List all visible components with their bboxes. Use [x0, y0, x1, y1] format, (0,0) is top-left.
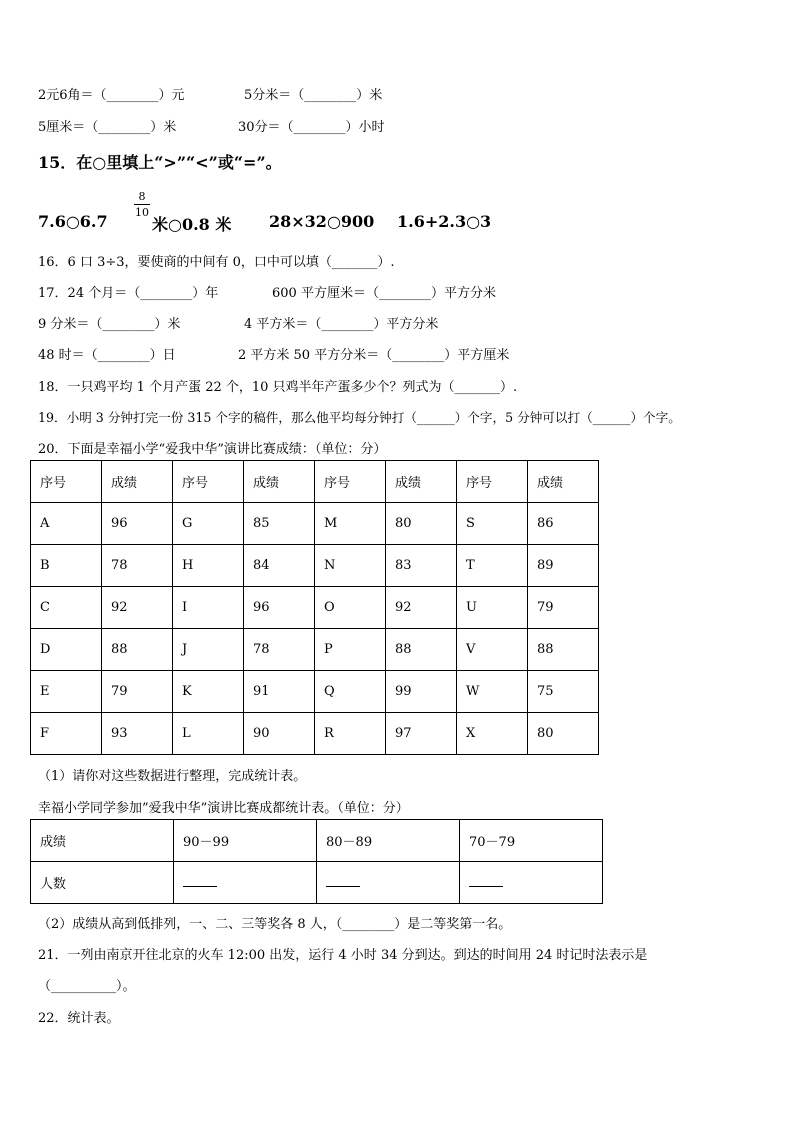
conversion-centimeter: 5厘米＝（________）米	[38, 120, 177, 135]
q15-item-4: 1.6+2.3○3	[397, 212, 492, 231]
table-cell: V	[457, 629, 528, 671]
table-cell: D	[31, 629, 102, 671]
table-cell: 96	[244, 587, 315, 629]
stat-blank-cell[interactable]	[174, 862, 317, 904]
table-cell: 75	[528, 671, 599, 713]
table-cell: A	[31, 503, 102, 545]
stat-header-cell: 80－89	[317, 820, 460, 862]
stat-header-cell: 90－99	[174, 820, 317, 862]
stat-table	[30, 819, 603, 904]
table-cell: 80	[386, 503, 457, 545]
table-cell: 79	[102, 671, 173, 713]
table-cell: L	[173, 713, 244, 755]
question-15-title: 15．在○里填上“>”“<”或“=”。	[38, 153, 282, 172]
stat-blank-cell[interactable]	[460, 862, 603, 904]
header-cell: 成绩	[102, 461, 173, 503]
table-cell: 97	[386, 713, 457, 755]
table-row	[31, 629, 599, 671]
q15-item-3: 28×32○900	[269, 212, 375, 231]
table-cell: 78	[102, 545, 173, 587]
table-cell: F	[31, 713, 102, 755]
table-cell: W	[457, 671, 528, 713]
answer-blank[interactable]	[469, 874, 503, 887]
q15-item-1: 7.6○6.7	[38, 212, 108, 231]
conversion-minutes: 30分＝（________）小时	[238, 120, 385, 135]
table-cell: 96	[102, 503, 173, 545]
header-cell: 成绩	[528, 461, 599, 503]
table-cell: J	[173, 629, 244, 671]
header-cell: 序号	[173, 461, 244, 503]
header-cell: 序号	[457, 461, 528, 503]
table-cell: 93	[102, 713, 173, 755]
table-cell: 89	[528, 545, 599, 587]
conversion-decimeter: 5分米＝（________）米	[244, 88, 383, 103]
table-cell: 78	[244, 629, 315, 671]
stat-count-row	[31, 862, 603, 904]
table-cell: G	[173, 503, 244, 545]
table-cell: 91	[244, 671, 315, 713]
table-cell: 88	[386, 629, 457, 671]
table-row	[31, 671, 599, 713]
table-cell: H	[173, 545, 244, 587]
table-cell: K	[173, 671, 244, 713]
table-cell: P	[315, 629, 386, 671]
table-row	[31, 587, 599, 629]
question-21-line-2: （__________）。	[38, 979, 136, 994]
table-cell: U	[457, 587, 528, 629]
q20-part-2: （2）成绩从高到低排列，一、二、三等奖各 8 人，（________）是二等奖第一名。	[38, 917, 512, 932]
table-cell: 85	[244, 503, 315, 545]
q15-item-2: 米○0.8 米	[152, 215, 232, 234]
answer-blank[interactable]	[326, 874, 360, 887]
header-cell: 成绩	[386, 461, 457, 503]
question-18: 18．一只鸡平均 1 个月产蛋 22 个，10 只鸡半年产蛋多少个？列式为（_______）.	[38, 380, 518, 395]
table-cell: Q	[315, 671, 386, 713]
question-19: 19．小明 3 分钟打完一份 315 个字的稿件，那么他平均每分钟打（______）个字，5 分钟可以打（______）个字。	[38, 410, 681, 425]
q15-fraction	[134, 190, 150, 219]
table-cell: 80	[528, 713, 599, 755]
table-cell: E	[31, 671, 102, 713]
table-cell: M	[315, 503, 386, 545]
table-cell: B	[31, 545, 102, 587]
table-cell: 90	[244, 713, 315, 755]
question-22: 22．统计表。	[38, 1011, 120, 1026]
q17-row3-left: 48 时＝（________）日	[38, 348, 176, 363]
table-cell: 79	[528, 587, 599, 629]
table-cell: T	[457, 545, 528, 587]
table-cell: 83	[386, 545, 457, 587]
table-row	[31, 503, 599, 545]
fraction-numerator: 8	[138, 190, 146, 203]
fraction-denominator: 10	[135, 206, 149, 219]
q17-row1-right: 600 平方厘米＝（________）平方分米	[272, 286, 496, 301]
header-cell: 成绩	[244, 461, 315, 503]
table-cell: R	[315, 713, 386, 755]
table-cell: S	[457, 503, 528, 545]
q20-part-1: （1）请你对这些数据进行整理，完成统计表。	[38, 769, 307, 784]
table-cell: 99	[386, 671, 457, 713]
header-cell: 序号	[31, 461, 102, 503]
fraction-bar	[134, 204, 150, 205]
question-21-line-1: 21．一列由南京开往北京的火车 12:00 出发，运行 4 小时 34 分到达。到达的时间用 24 时记时法表示是	[38, 948, 648, 963]
answer-blank[interactable]	[183, 874, 217, 887]
table-cell: 92	[102, 587, 173, 629]
table-cell: 92	[386, 587, 457, 629]
table-cell: 88	[528, 629, 599, 671]
table-row	[31, 713, 599, 755]
stat-header-row	[31, 820, 603, 862]
stat-header-cell: 70－79	[460, 820, 603, 862]
q17-row1-left: 17．24 个月＝（________）年	[38, 286, 219, 301]
scores-table	[30, 460, 599, 755]
table-cell: 84	[244, 545, 315, 587]
table-cell: X	[457, 713, 528, 755]
table-header-row	[31, 461, 599, 503]
stat-table-title: 幸福小学同学参加”爱我中华”演讲比赛成都统计表。（单位：分）	[38, 801, 409, 816]
table-cell: 86	[528, 503, 599, 545]
table-cell: I	[173, 587, 244, 629]
stat-row-label: 人数	[31, 862, 174, 904]
table-cell: N	[315, 545, 386, 587]
header-cell: 序号	[315, 461, 386, 503]
conversion-yuan: 2元6角＝（________）元	[38, 88, 185, 103]
stat-blank-cell[interactable]	[317, 862, 460, 904]
table-row	[31, 545, 599, 587]
question-20-title: 20．下面是幸福小学“爱我中华”演讲比赛成绩：（单位：分）	[38, 442, 387, 457]
table-cell: 88	[102, 629, 173, 671]
table-cell: O	[315, 587, 386, 629]
stat-header-cell: 成绩	[31, 820, 174, 862]
question-16: 16．6 口 3÷3，要使商的中间有 0，口中可以填（_______）.	[38, 255, 395, 270]
q17-row3-right: 2 平方米 50 平方分米＝（________）平方厘米	[238, 348, 510, 363]
q17-row2-right: 4 平方米＝（________）平方分米	[244, 317, 439, 332]
q17-row2-left: 9 分米＝（________）米	[38, 317, 181, 332]
table-cell: C	[31, 587, 102, 629]
